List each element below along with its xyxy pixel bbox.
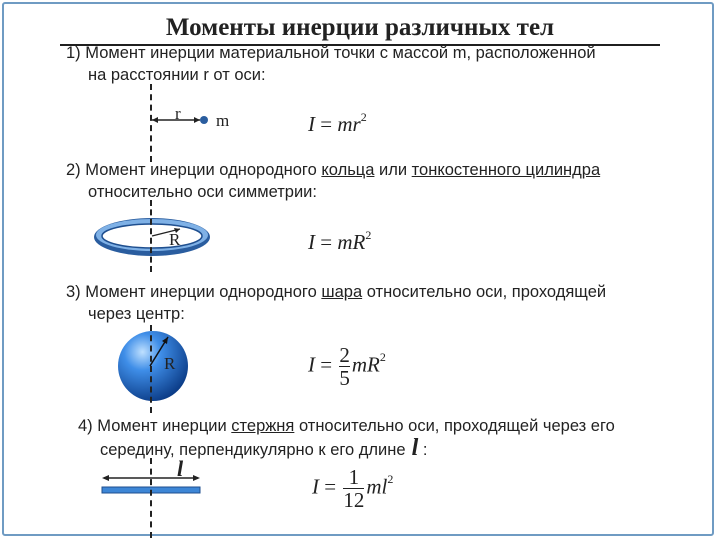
link-ring: кольца [321, 161, 375, 179]
item-4-axis [150, 458, 152, 538]
item-4-number: 4) [78, 417, 93, 435]
item-2-line2: относительно оси симметрии: [88, 183, 317, 201]
link-thin-cylinder: тонкостенного цилиндра [411, 161, 601, 179]
length-symbol: l [411, 435, 419, 461]
formula-point: $I = mr^2$ [308, 110, 367, 136]
item-1-number: 1) [66, 44, 81, 62]
item-3-axis [150, 325, 152, 413]
sphere-diagram [116, 329, 190, 403]
slide-title: Моменты инерции различных тел [165, 14, 555, 41]
item-3-number: 3) [66, 283, 81, 301]
item-2-axis [150, 200, 152, 272]
item-4-text: 4) Момент инерции стержня относительно оси, проходящей через его середину, перпендикулярно к его длине l : [78, 417, 615, 461]
item-1-point-diagram [150, 110, 220, 130]
label-R-sphere: R [164, 354, 176, 373]
ring-diagram [92, 215, 214, 261]
label-m: m [216, 111, 230, 130]
label-l-rod: l [177, 456, 184, 481]
formula-ring: $I = mR^2$ [308, 228, 372, 254]
item-1-text [66, 42, 596, 86]
label-R-ring: R [169, 230, 181, 249]
item-3-line2: через центр: [88, 305, 185, 323]
item-2-text: 2) Момент инерции однородного кольца или тонкостенного цилиндра относительно оси симметрии: [66, 161, 601, 201]
link-sphere: шара [321, 283, 363, 301]
formula-sphere: I = $\frac{2}{5}$ $mR^2$ [308, 343, 386, 390]
label-r: r [175, 104, 181, 123]
formula-rod: I = $\frac{1}{12}$ $ml^2$ [312, 465, 394, 512]
item-2-number: 2) [66, 161, 81, 179]
rod-diagram [100, 474, 204, 500]
item-1-line2: на расстоянии r от оси: [88, 66, 266, 84]
link-rod: стержня [231, 417, 295, 435]
item-3-text: 3) Момент инерции однородного шара относительно оси, проходящей через центр: [66, 283, 607, 323]
item-1-line1: Момент инерции материальной точки с массой m, расположенной [85, 44, 596, 62]
item-4-line2: середину, перпендикулярно к его длине [100, 441, 406, 459]
